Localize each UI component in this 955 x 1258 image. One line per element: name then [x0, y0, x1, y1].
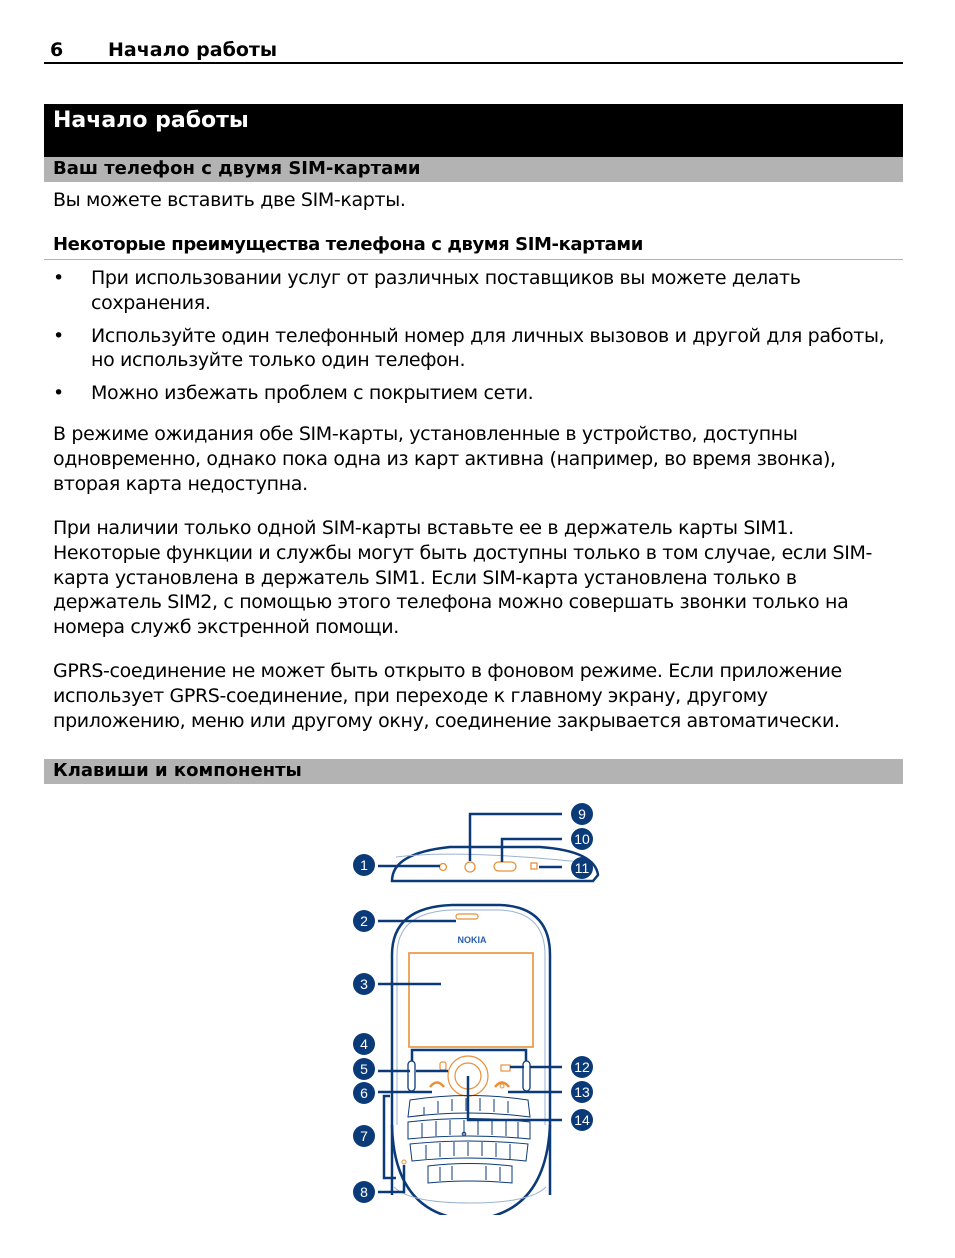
callout-13: 13 [571, 1081, 593, 1103]
callout-7: 7 [353, 1125, 375, 1147]
single-sim-paragraph: При наличии только одной SIM-карты вставьте ее в держатель карты SIM1. Некоторые функции и службы могут быть доступны только в том случае, если SIM-карта установлена в держатель SIM1. Если SIM-карта установлена только в держатель SIM2, с помощью этого телефона можно совершать звонки только на номера служб экстренной помощи. [53, 517, 873, 639]
intro-paragraph: Вы можете вставить две SIM-карты. [53, 189, 406, 211]
list-item: • При использовании услуг от различных поставщиков вы можете делать сохранения. [53, 267, 801, 314]
callout-6: 6 [353, 1082, 375, 1104]
phone-diagram [340, 795, 610, 1215]
gprs-paragraph: GPRS-соединение не может быть открыто в фоновом режиме. Если приложение использует GPRS-соединение, при переходе к главному экрану, другому приложению, меню или другому окну, соединение закрывается автоматически. [53, 660, 842, 732]
advantages-subheading [44, 233, 903, 260]
section-bar-dual-sim [44, 157, 903, 182]
callout-8: 8 [353, 1181, 375, 1203]
phone-illustration-icon [340, 795, 610, 1215]
brand-label: NOKIA [457, 935, 487, 945]
list-item: • Используйте один телефонный номер для личных вызовов и другой для работы, но используйте только один телефон. [53, 324, 885, 372]
section-title-keys: Клавиши и компоненты [53, 760, 302, 781]
bullet-icon: • [53, 382, 64, 405]
callout-11: 11 [571, 857, 593, 879]
list-item: • Можно избежать проблем с покрытием сети. [53, 382, 534, 405]
chapter-title: Начало работы [53, 108, 249, 133]
callout-9: 9 [571, 803, 593, 825]
callout-5: 5 [353, 1058, 375, 1080]
running-header [44, 38, 903, 64]
callout-14: 14 [571, 1109, 593, 1131]
chapter-title-bar [44, 104, 903, 157]
section-title-dual-sim: Ваш телефон с двумя SIM-картами [53, 158, 421, 179]
section-bar-keys [44, 759, 903, 784]
callout-3: 3 [353, 973, 375, 995]
callout-12: 12 [571, 1056, 593, 1078]
page-number: 6 [50, 39, 64, 61]
callout-4: 4 [353, 1033, 375, 1055]
standby-paragraph: В режиме ожидания обе SIM-карты, установленные в устройство, доступны одновременно, однако пока одна из карт активна (например, во время звонка), вторая карта недоступна. [53, 423, 836, 495]
bullet-icon: • [53, 324, 64, 347]
running-header-title: Начало работы [108, 39, 278, 61]
bullet-icon: • [53, 267, 64, 289]
callout-10: 10 [571, 828, 593, 850]
callout-1: 1 [353, 854, 375, 876]
advantages-heading-text: Некоторые преимущества телефона с двумя SIM-картами [53, 234, 643, 255]
callout-2: 2 [353, 910, 375, 932]
advantages-list [53, 266, 903, 414]
